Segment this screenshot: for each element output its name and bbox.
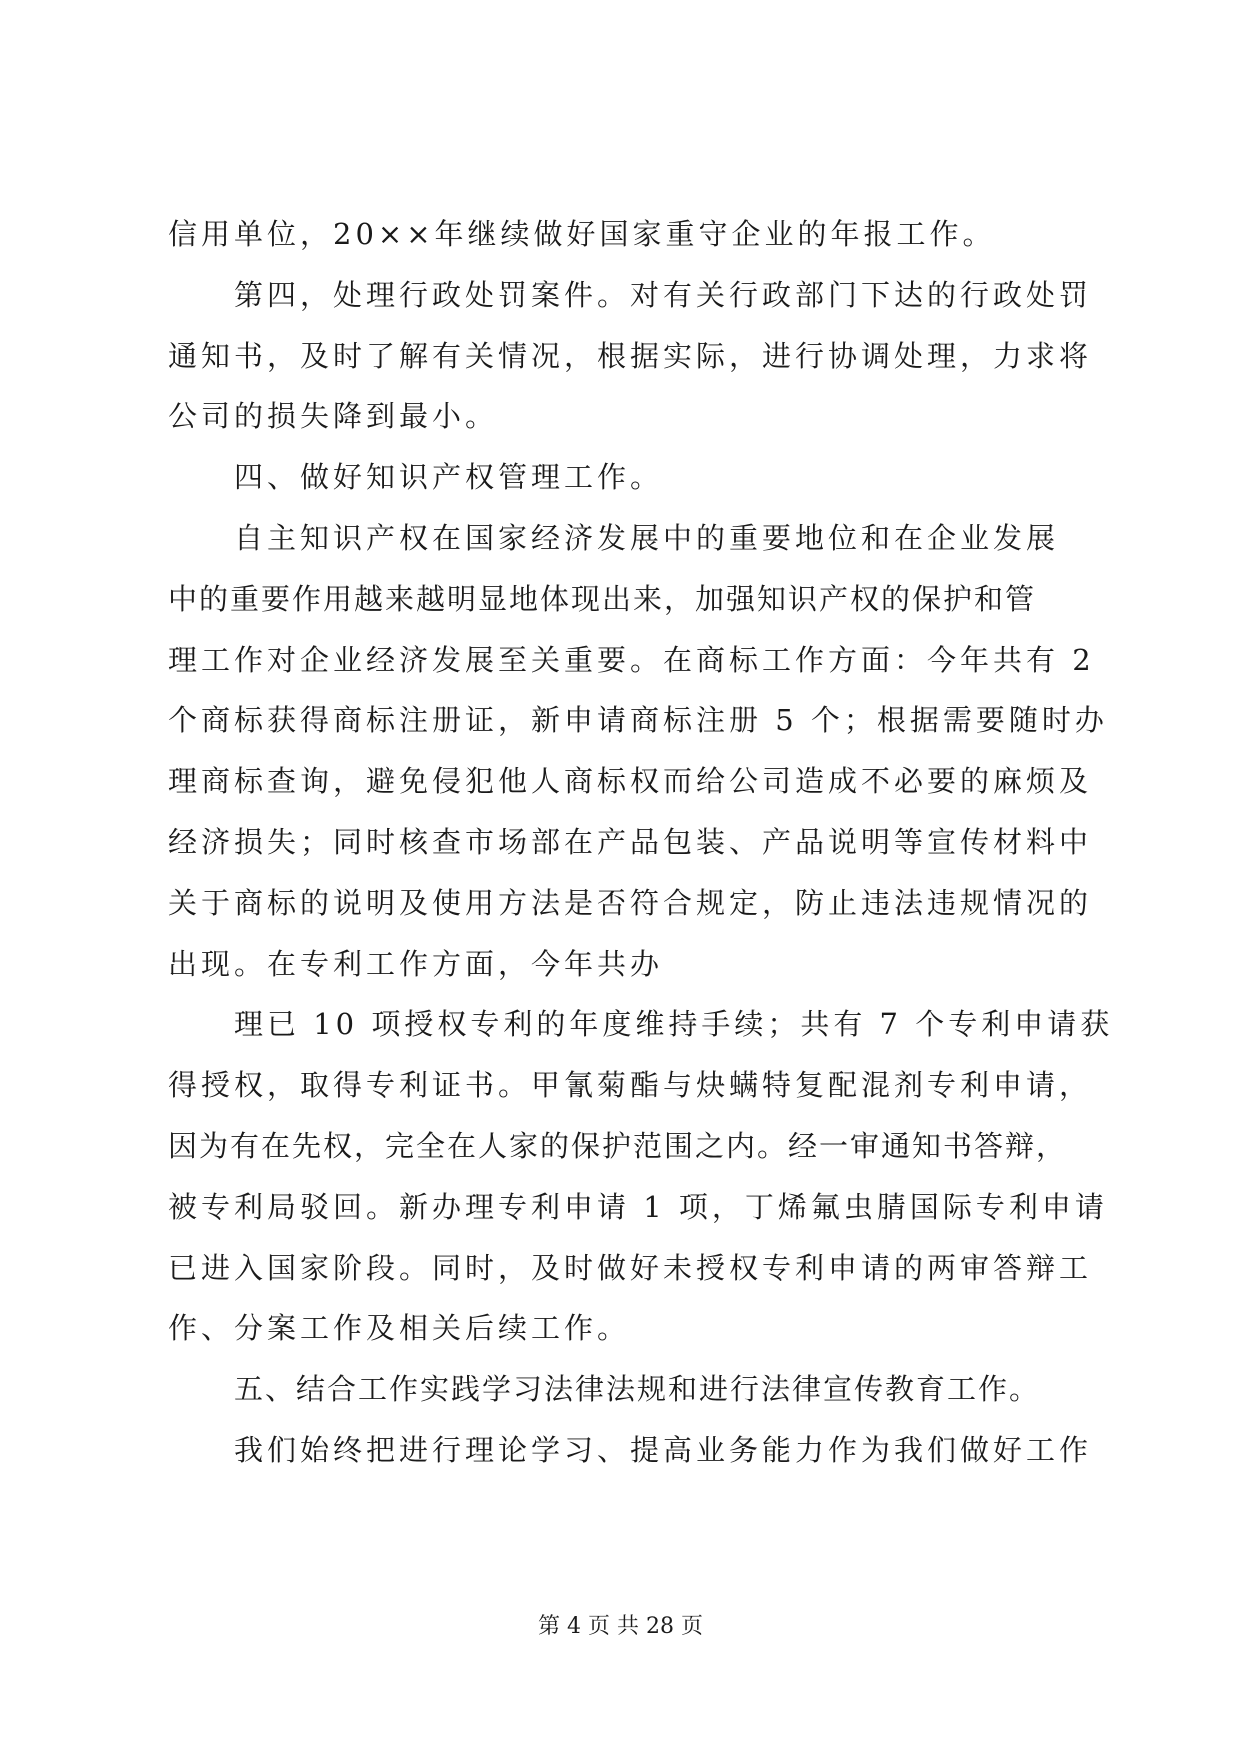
section-heading: 五、结合工作实践学习法律法规和进行法律宣传教育工作。 xyxy=(234,1372,1041,1407)
section-heading: 四、做好知识产权管理工作。 xyxy=(234,460,664,495)
text-line: 第四，处理行政处罚案件。对有关行政部门下达的行政处罚 xyxy=(234,277,1093,312)
text-line: 经济损失；同时核查市场部在产品包装、产品说明等宣传材料中 xyxy=(168,824,1093,859)
text-line: 中的重要作用越来越明显地体现出来，加强知识产权的保护和管 xyxy=(168,581,1037,616)
text-line: 公司的损失降到最小。 xyxy=(168,399,499,434)
text-line: 因为有在先权，完全在人家的保护范围之内。经一审通知书答辩， xyxy=(168,1128,1068,1163)
text-line: 出现。在专利工作方面，今年共办 xyxy=(168,946,664,981)
text-line: 个商标获得商标注册证，新申请商标注册 5 个；根据需要随时办 xyxy=(168,703,1108,738)
text-line: 信用单位，20××年继续做好国家重守企业的年报工作。 xyxy=(168,217,996,251)
text-line: 理已 10 项授权专利的年度维持手续；共有 7 个专利申请获 xyxy=(234,1007,1114,1042)
text-line: 自主知识产权在国家经济发展中的重要地位和在企业发展 xyxy=(234,520,1060,555)
text-line: 作、分案工作及相关后续工作。 xyxy=(168,1311,631,1346)
document-body xyxy=(168,204,1114,1481)
text-line: 关于商标的说明及使用方法是否符合规定，防止违法违规情况的 xyxy=(168,885,1093,920)
text-line: 被专利局驳回。新办理专利申请 1 项，丁烯氟虫腈国际专利申请 xyxy=(168,1189,1108,1224)
text-line: 得授权，取得专利证书。甲氰菊酯与炔螨特复配混剂专利申请， xyxy=(168,1068,1093,1103)
text-line: 理工作对企业经济发展至关重要。在商标工作方面：今年共有 2 xyxy=(168,642,1095,677)
page-footer: 第 4 页 共 28 页 xyxy=(538,1614,703,1639)
text-line: 已进入国家阶段。同时，及时做好未授权专利申请的两审答辩工 xyxy=(168,1250,1093,1285)
text-line: 我们始终把进行理论学习、提高业务能力作为我们做好工作 xyxy=(234,1432,1093,1467)
text-line: 理商标查询，避免侵犯他人商标权而给公司造成不必要的麻烦及 xyxy=(168,764,1093,799)
text-line: 通知书，及时了解有关情况，根据实际，进行协调处理，力求将 xyxy=(168,338,1093,373)
